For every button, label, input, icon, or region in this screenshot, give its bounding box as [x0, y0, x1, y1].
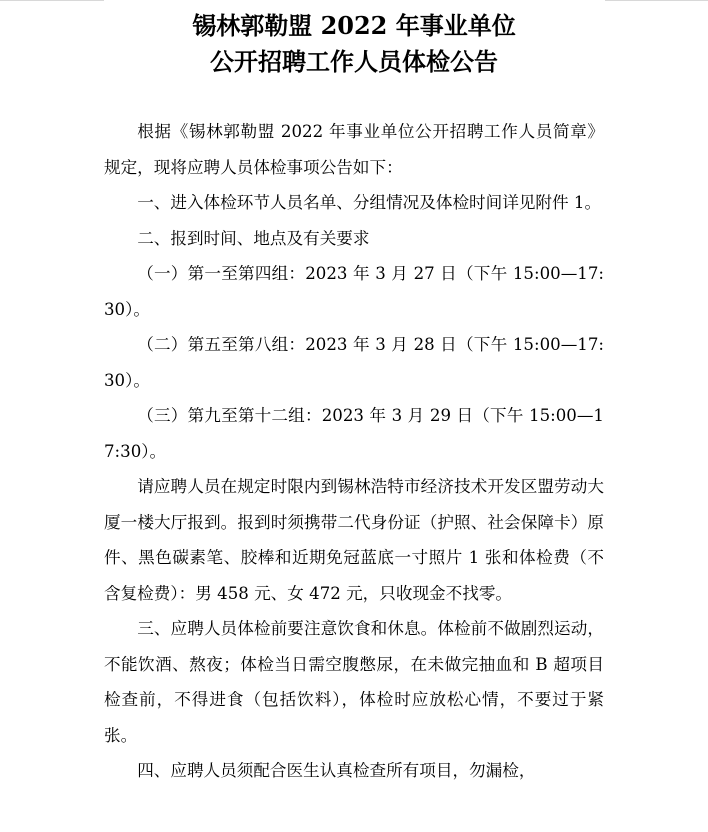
paragraph-section-3: 三、应聘人员体检前要注意饮食和休息。体检前不做剧烈运动，不能饮酒、熬夜；体检当日需空腹憋尿，在未做完抽血和 B 超项目检查前，不得进食（包括饮料），体检时应放松心情，不要过于紧张。	[104, 619, 604, 745]
paragraph-section-1: 一、进入体检环节人员名单、分组情况及体检时间详见附件 1。	[137, 193, 602, 212]
paragraph-section-4: 四、应聘人员须配合医生认真检查所有项目，勿漏检，	[137, 761, 536, 780]
document-title-line-2: 公开招聘工作人员体检公告	[210, 47, 498, 76]
paragraph-intro: 根据《锡林郭勒盟 2022 年事业单位公开招聘工作人员简章》规定，现将应聘人员体检事项公告如下：	[104, 122, 604, 177]
paragraph-reporting-requirements: 请应聘人员在规定时限内到锡林浩特市经济技术开发区盟劳动大厦一楼大厅报到。报到时须携带二代身份证（护照、社会保障卡）原件、黑色碳素笔、胶棒和近期免冠蓝底一寸照片 1 张和体检费（不含复检费）：男 458 元、女 472 元，只收现金不找零。	[104, 477, 604, 603]
page-edge-line-right	[605, 0, 708, 1]
document-title-line-1: 锡林郭勒盟 2022 年事业单位	[192, 11, 516, 40]
paragraph-group-3: （三）第九至第十二组：2023 年 3 月 29 日（下午 15:00—17:30）。	[104, 406, 604, 461]
paragraph-group-1: （一）第一至第四组：2023 年 3 月 27 日（下午 15:00—17:30）。	[104, 264, 604, 319]
document-body	[104, 114, 604, 789]
page-edge-line-left	[0, 0, 104, 1]
paragraph-group-2: （二）第五至第八组：2023 年 3 月 28 日（下午 15:00—17:30）。	[104, 335, 604, 390]
paragraph-section-2-heading: 二、报到时间、地点及有关要求	[137, 228, 370, 248]
